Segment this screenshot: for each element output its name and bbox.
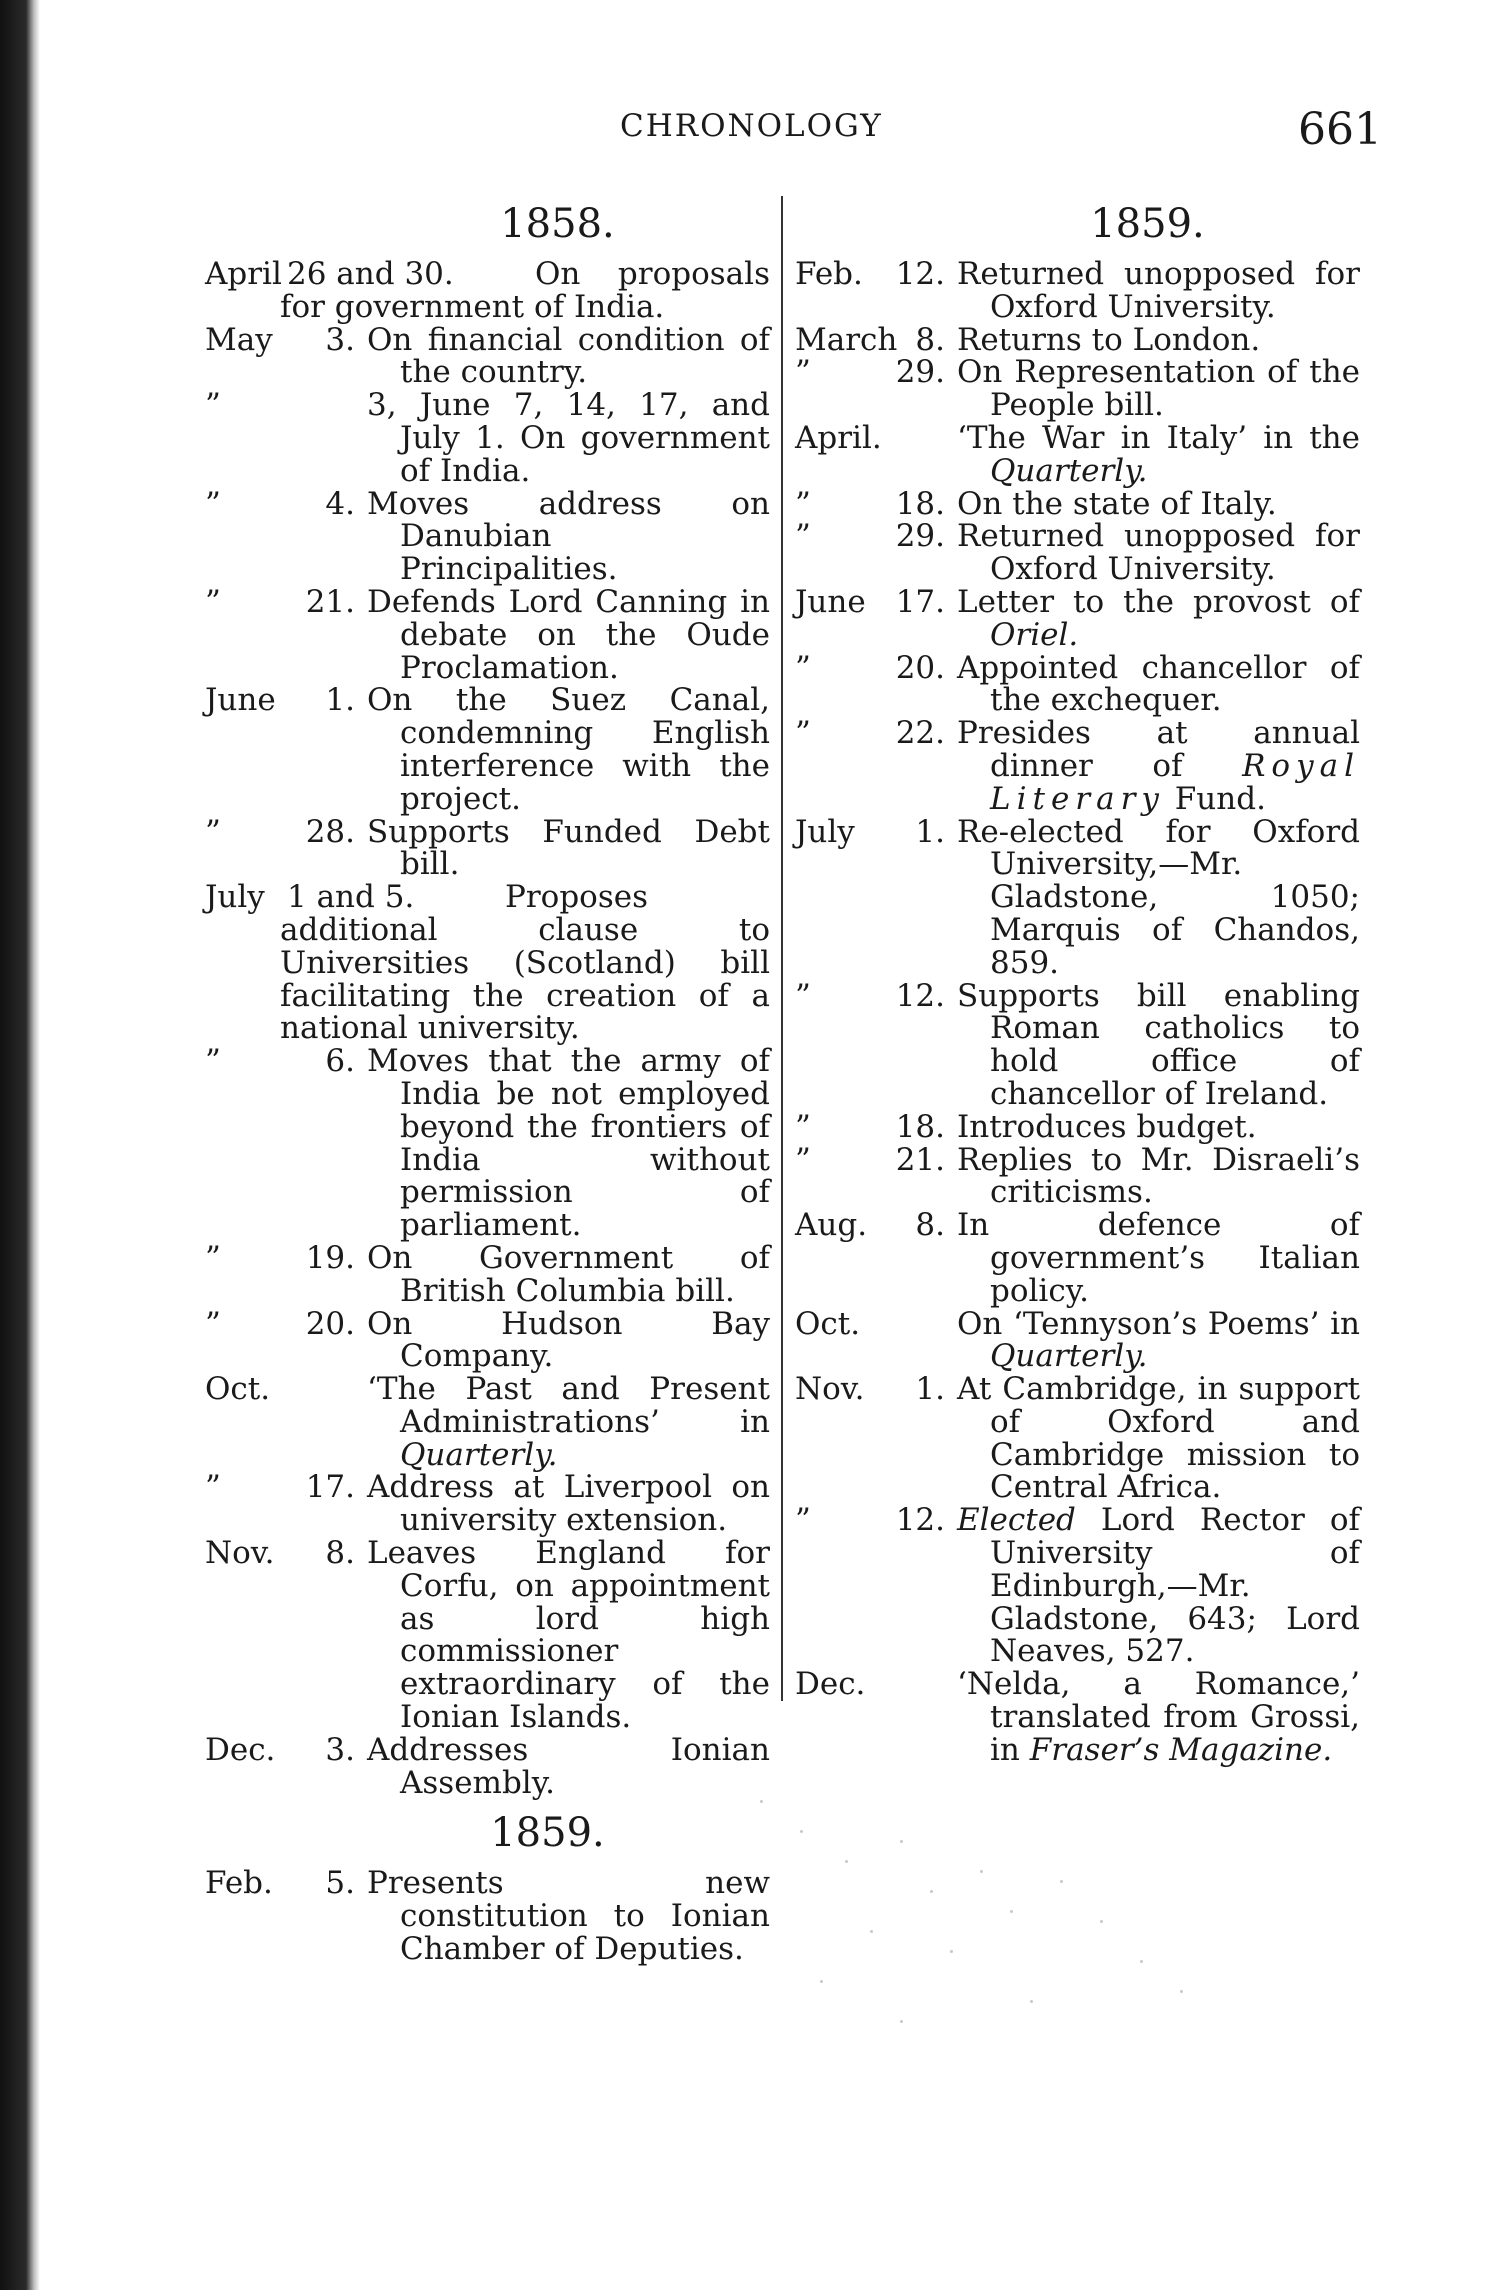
entry-day: 20. bbox=[895, 649, 945, 686]
chronology-entry bbox=[795, 1373, 1360, 1504]
chronology-entry bbox=[795, 1504, 1360, 1668]
chronology-entry bbox=[205, 1471, 770, 1537]
chronology-entry bbox=[205, 1865, 770, 1968]
entry-month: ” bbox=[205, 813, 221, 850]
book-spine-shadow bbox=[0, 0, 40, 2290]
entry-body: ‘The War in Italy’ in the bbox=[957, 419, 1360, 456]
entry-body: Addresses Ionian Assembly. bbox=[367, 1731, 770, 1801]
entry-day: 6. bbox=[325, 1043, 355, 1080]
entry-day: 12. bbox=[895, 256, 945, 292]
entry-body: Returned unopposed for Oxford University. bbox=[957, 518, 1360, 588]
entry-body: On Government of British Columbia bill. bbox=[367, 1239, 770, 1309]
entry-text bbox=[957, 1108, 1360, 1145]
entry-body: Moves that the army of India be not employed beyond the frontiers of India without permission of parliament. bbox=[367, 1043, 770, 1244]
scan-speckle bbox=[900, 1840, 903, 1843]
entry-month: July bbox=[795, 813, 855, 850]
chronology-entry bbox=[205, 1045, 770, 1242]
entry-body: Presides at annual dinner of bbox=[957, 715, 1360, 784]
chronology-entry bbox=[795, 1108, 1360, 1145]
entry-month: ” bbox=[205, 1043, 221, 1080]
entry-month: ” bbox=[795, 354, 811, 391]
entry-body: Fund. bbox=[1174, 780, 1266, 817]
column-divider bbox=[781, 196, 783, 1701]
entry-text bbox=[957, 1666, 1360, 1768]
entry-month: ” bbox=[795, 485, 811, 522]
entry-day: 3. bbox=[325, 1731, 355, 1768]
entry-text bbox=[957, 715, 1360, 817]
entry-month: Dec. bbox=[205, 1731, 276, 1768]
chronology-entry bbox=[205, 1305, 770, 1375]
chronology-entry bbox=[795, 1305, 1360, 1375]
entry-day: 1. bbox=[325, 682, 355, 719]
entry-text bbox=[367, 1239, 770, 1309]
entry-body: ‘The Past and Present Administrations’ in bbox=[367, 1371, 770, 1440]
entry-day: 1. bbox=[915, 813, 945, 850]
entry-date: 3, June 7, 14, 17, and July 1. bbox=[367, 387, 770, 456]
entry-text bbox=[367, 1469, 770, 1539]
entry-month: June bbox=[795, 583, 866, 620]
entry-body: On proposals for government of India. bbox=[280, 256, 770, 325]
entry-text bbox=[957, 518, 1360, 588]
entry-body: On the Suez Canal, condemning English interference with the project. bbox=[367, 682, 770, 817]
chronology-entry bbox=[205, 684, 770, 815]
entry-day: 8. bbox=[915, 1207, 945, 1244]
entry-month: ” bbox=[795, 1108, 811, 1145]
chronology-entry bbox=[795, 649, 1360, 719]
entry-body: Replies to Mr. Disraeli’s criticisms. bbox=[957, 1141, 1360, 1211]
entry-month: ” bbox=[205, 1305, 221, 1342]
entry-text bbox=[367, 1305, 770, 1375]
entry-list bbox=[205, 1865, 770, 1968]
chronology-entry bbox=[795, 520, 1360, 586]
entry-date: 26 and 30. bbox=[287, 256, 454, 292]
scan-speckle bbox=[760, 1800, 763, 1803]
chronology-entry bbox=[205, 881, 770, 1045]
entry-day: 18. bbox=[895, 485, 945, 522]
entry-month: ” bbox=[205, 1239, 221, 1276]
entry-text bbox=[367, 682, 770, 817]
entry-italic: Quarterly. bbox=[400, 1436, 558, 1473]
entry-list bbox=[795, 258, 1360, 1767]
scan-speckle bbox=[1180, 1990, 1183, 1993]
entry-day: 22. bbox=[895, 715, 945, 752]
entry-body: Supports bill enabling Roman catholics to hold office of chancellor of Ireland. bbox=[957, 977, 1360, 1112]
entry-body: Supports Funded Debt bill. bbox=[367, 813, 770, 883]
entry-list bbox=[205, 258, 770, 1799]
chronology-entry bbox=[205, 1373, 770, 1471]
entry-body: On financial condition of the country. bbox=[367, 321, 770, 391]
entry-body: Returned unopposed for Oxford University. bbox=[957, 256, 1360, 325]
entry-body: On Representation of the People bill. bbox=[957, 354, 1360, 424]
entry-text bbox=[957, 583, 1360, 653]
entry-day: 12. bbox=[895, 1502, 945, 1539]
entry-month: March bbox=[795, 321, 898, 358]
entry-body: On the state of Italy. bbox=[957, 485, 1277, 522]
entry-day: 8. bbox=[325, 1535, 355, 1572]
entry-body: In defence of government’s Italian policy. bbox=[957, 1207, 1360, 1309]
chronology-entry bbox=[795, 717, 1360, 815]
entry-italic: Quarterly. bbox=[990, 1338, 1148, 1375]
chronology-entry bbox=[205, 258, 770, 324]
chronology-entry bbox=[205, 1239, 770, 1309]
entry-month: Feb. bbox=[205, 1865, 273, 1902]
chronology-entry bbox=[205, 321, 770, 391]
entry-month: ” bbox=[205, 583, 221, 620]
entry-text bbox=[957, 1502, 1360, 1670]
scan-speckle bbox=[1100, 1920, 1103, 1923]
entry-day: 12. bbox=[895, 977, 945, 1014]
entry-body: Moves address on Danubian Principalities. bbox=[367, 485, 770, 588]
left-column bbox=[205, 196, 770, 1966]
entry-body: Lord Rector of University of Edinburgh,—Mr. Gladstone, 643; Lord Neaves, 527. bbox=[990, 1502, 1360, 1670]
entry-month: ” bbox=[795, 518, 811, 555]
chronology-entry bbox=[795, 1209, 1360, 1307]
entry-body: On Hudson Bay Company. bbox=[367, 1305, 770, 1375]
entry-text bbox=[957, 419, 1360, 489]
entry-body: Defends Lord Canning in debate on the Oude Proclamation. bbox=[367, 583, 770, 686]
entry-body: Leaves England for Corfu, on appointment as lord high commissioner extraordinary of the Ionian Islands. bbox=[367, 1535, 770, 1736]
chronology-entry bbox=[795, 813, 1360, 981]
entry-month: Nov. bbox=[205, 1535, 275, 1572]
entry-month: ” bbox=[795, 1502, 811, 1539]
entry-day: 20. bbox=[305, 1305, 355, 1342]
running-head: CHRONOLOGY bbox=[620, 108, 883, 144]
right-column bbox=[795, 196, 1360, 1767]
scan-speckle bbox=[950, 1950, 953, 1953]
entry-month: ” bbox=[205, 1469, 221, 1506]
entry-month: Nov. bbox=[795, 1371, 865, 1408]
entry-day: 21. bbox=[305, 583, 355, 620]
entry-body: Introduces budget. bbox=[957, 1108, 1257, 1145]
entry-month: Dec. bbox=[795, 1666, 866, 1703]
entry-month: May bbox=[205, 321, 273, 358]
entry-month: June bbox=[205, 682, 276, 719]
page-number: 661 bbox=[1298, 104, 1382, 155]
entry-text bbox=[367, 1043, 770, 1244]
chronology-entry bbox=[795, 1141, 1360, 1211]
entry-text bbox=[957, 1141, 1360, 1211]
entry-body: Re-elected for Oxford University,—Mr. Gladstone, 1050; Marquis of Chandos, 859. bbox=[957, 813, 1360, 981]
entry-day: 18. bbox=[895, 1108, 945, 1145]
entry-text bbox=[957, 485, 1360, 522]
chronology-entry bbox=[795, 258, 1360, 324]
entry-month: ” bbox=[205, 387, 221, 424]
entry-text bbox=[957, 1371, 1360, 1506]
entry-month: ” bbox=[795, 715, 811, 752]
entry-italic: Quarterly. bbox=[990, 452, 1148, 489]
entry-text bbox=[367, 485, 770, 588]
entry-month: ” bbox=[205, 485, 221, 522]
chronology-entry bbox=[205, 1537, 770, 1734]
chronology-entry bbox=[205, 485, 770, 588]
entry-body: ‘Nelda, a Romance,’ translated from Grossi, in bbox=[957, 1666, 1360, 1768]
entry-day: 8. bbox=[915, 321, 945, 358]
entry-body: On ‘Tennyson’s Poems’ in bbox=[957, 1305, 1360, 1342]
entry-month: April. bbox=[795, 419, 882, 456]
entry-text bbox=[957, 1207, 1360, 1309]
entry-text bbox=[367, 813, 770, 883]
entry-body: Returns to London. bbox=[957, 321, 1261, 358]
entry-month: ” bbox=[795, 1141, 811, 1178]
entry-body: Address at Liverpool on university extension. bbox=[367, 1469, 770, 1539]
entry-month: ” bbox=[795, 977, 811, 1014]
year-heading: 1859. bbox=[490, 1810, 605, 1857]
entry-text bbox=[367, 1535, 770, 1736]
chronology-entry bbox=[795, 977, 1360, 1112]
entry-italic: Fraser’s Magazine. bbox=[1029, 1731, 1333, 1768]
entry-month: Feb. bbox=[795, 256, 863, 292]
entry-body: Presents new constitution to Ionian Chamber of Deputies. bbox=[367, 1865, 770, 1968]
entry-text bbox=[367, 321, 770, 391]
entry-day: 21. bbox=[895, 1141, 945, 1178]
chronology-entry bbox=[795, 1668, 1360, 1766]
entry-text bbox=[957, 321, 1360, 358]
chronology-entry bbox=[205, 389, 770, 487]
year-heading: 1858. bbox=[500, 201, 615, 247]
chronology-entry bbox=[795, 321, 1360, 358]
entry-day: 3. bbox=[325, 321, 355, 358]
entry-month: Oct. bbox=[795, 1305, 861, 1342]
entry-body: Proposes additional clause to Universities (Scotland) bill facilitating the creation of a national university. bbox=[280, 879, 770, 1047]
entry-text bbox=[367, 583, 770, 686]
scan-speckle bbox=[870, 1930, 873, 1933]
entry-month: July bbox=[205, 879, 265, 916]
scan-speckle bbox=[1140, 1960, 1143, 1963]
year-heading: 1859. bbox=[1090, 201, 1205, 247]
entry-text bbox=[367, 387, 770, 489]
scan-speckle bbox=[1010, 1910, 1013, 1913]
entry-day: 1. bbox=[915, 1371, 945, 1408]
entry-month: April bbox=[205, 256, 282, 292]
entry-italic: Oriel. bbox=[990, 616, 1079, 653]
scan-speckle bbox=[980, 1870, 983, 1873]
entry-text bbox=[367, 1731, 770, 1801]
entry-day: 28. bbox=[305, 813, 355, 850]
entry-day: 19. bbox=[305, 1239, 355, 1276]
entry-text bbox=[957, 354, 1360, 424]
entry-body: Letter to the provost of bbox=[957, 583, 1360, 620]
entry-day: 29. bbox=[895, 518, 945, 555]
chronology-entry bbox=[205, 1731, 770, 1801]
entry-day: 17. bbox=[895, 583, 945, 620]
scan-speckle bbox=[800, 1830, 803, 1833]
entry-date: 1 and 5. bbox=[287, 879, 415, 916]
chronology-entry bbox=[205, 813, 770, 883]
scan-speckle bbox=[900, 2020, 903, 2023]
entry-month: Aug. bbox=[795, 1207, 868, 1244]
entry-text bbox=[957, 813, 1360, 981]
entry-italic: Elected bbox=[957, 1502, 1101, 1539]
entry-day: 4. bbox=[325, 485, 355, 522]
entry-body: At Cambridge, in support of Oxford and Cambridge mission to Central Africa. bbox=[957, 1371, 1360, 1506]
entry-day: 29. bbox=[895, 354, 945, 391]
entry-body: On government of India. bbox=[400, 419, 770, 489]
entry-text bbox=[957, 1305, 1360, 1375]
chronology-entry bbox=[795, 356, 1360, 422]
scan-speckle bbox=[820, 1980, 823, 1983]
entry-text bbox=[957, 256, 1360, 325]
entry-month: Oct. bbox=[205, 1371, 271, 1408]
entry-text bbox=[367, 1865, 770, 1968]
chronology-entry bbox=[205, 583, 770, 686]
entry-month: ” bbox=[795, 649, 811, 686]
entry-day: 5. bbox=[325, 1865, 355, 1902]
entry-italic: Royal Literary bbox=[990, 747, 1360, 817]
scan-speckle bbox=[1030, 2000, 1033, 2003]
chronology-entry bbox=[795, 419, 1360, 489]
entry-text bbox=[957, 977, 1360, 1112]
scan-speckle bbox=[930, 1890, 933, 1893]
entry-text bbox=[957, 649, 1360, 719]
chronology-entry bbox=[795, 583, 1360, 653]
scan-speckle bbox=[845, 1860, 848, 1863]
entry-text bbox=[367, 1371, 770, 1473]
scan-speckle bbox=[1060, 1880, 1063, 1883]
entry-day: 17. bbox=[305, 1469, 355, 1506]
entry-body: Appointed chancellor of the exchequer. bbox=[957, 649, 1360, 719]
chronology-entry bbox=[795, 485, 1360, 522]
